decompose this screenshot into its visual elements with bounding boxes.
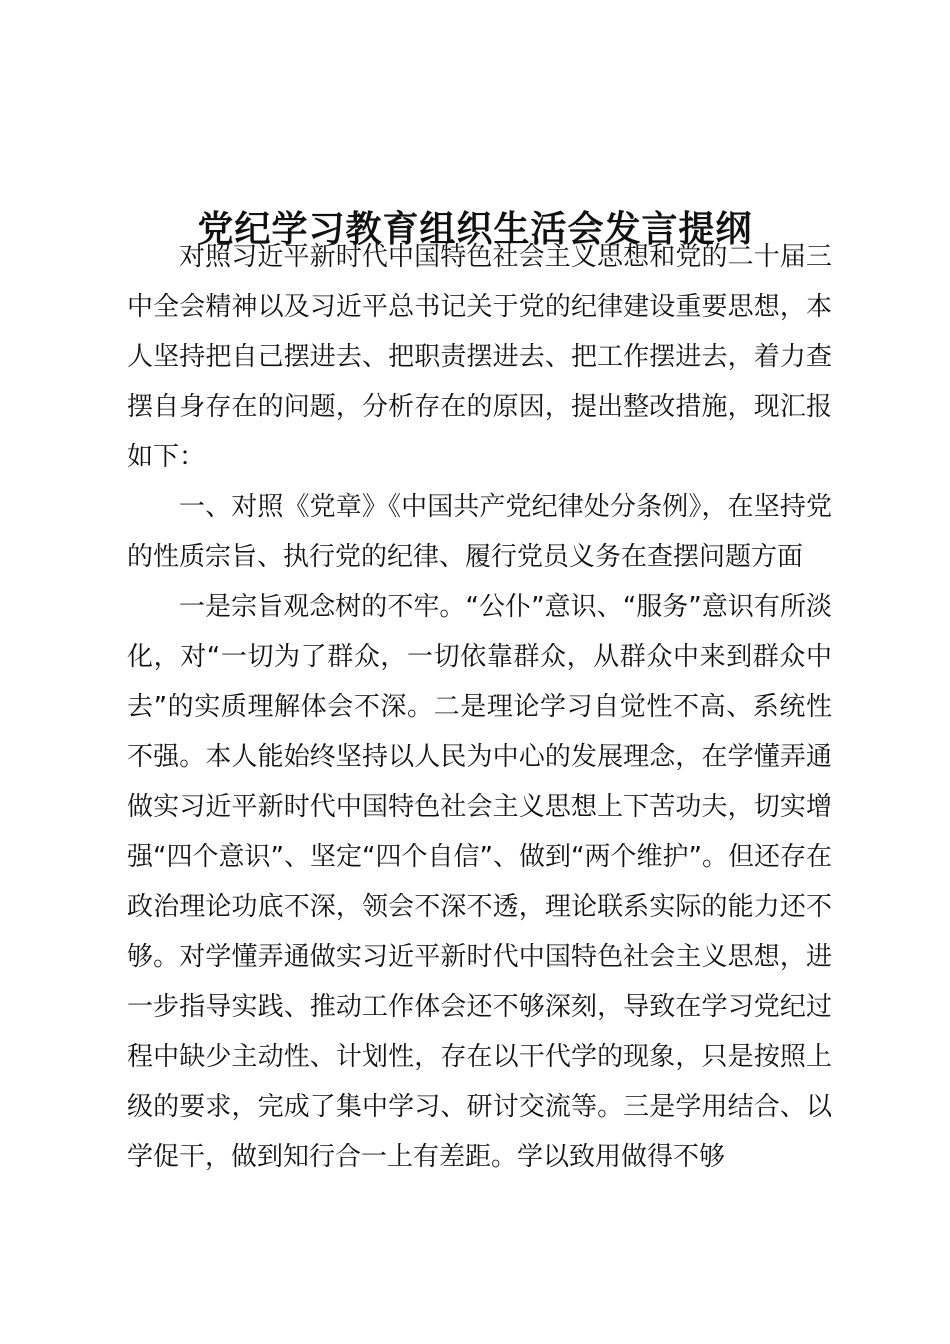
section-heading-paragraph: 一、对照《党章》《中国共产党纪律处分条例》，在坚持党的性质宗旨、执行党的纪律、履行党员义务在查摆问题方面 <box>127 492 832 572</box>
document-body <box>127 232 832 1182</box>
issues-paragraph: 一是宗旨观念树的不牢。“公仆”意识、“服务”意识有所淡化，对“一切为了群众，一切依靠群众，从群众中来到群众中去”的实质理解体会不深。二是理论学习自觉性不高、系统性不强。本人能始终坚持以人民为中心的发展理念，在学懂弄通做实习近平新时代中国特色社会主义思想上下苦功夫，切实增强“四个意识”、坚定“四个自信”、做到“两个维护”。但还存在政治理论功底不深，领会不深不透，理论联系实际的能力还不够。对学懂弄通做实习近平新时代中国特色社会主义思想，进一步指导实践、推动工作体会还不够深刻，导致在学习党纪过程中缺少主动性、计划性，存在以干代学的现象，只是按照上级的要求，完成了集中学习、研讨交流等。三是学用结合、以学促干，做到知行合一上有差距。学以致用做得不够 <box>127 592 832 1172</box>
document-title: 党纪学习教育组织生活会发言提纲 <box>197 209 753 251</box>
intro-paragraph: 对照习近平新时代中国特色社会主义思想和党的二十届三中全会精神以及习近平总书记关于党的纪律建设重要思想，本人坚持把自己摆进去、把职责摆进去、把工作摆进去，着力查摆自身存在的问题，分析存在的原因，提出整改措施，现汇报如下： <box>127 242 832 472</box>
